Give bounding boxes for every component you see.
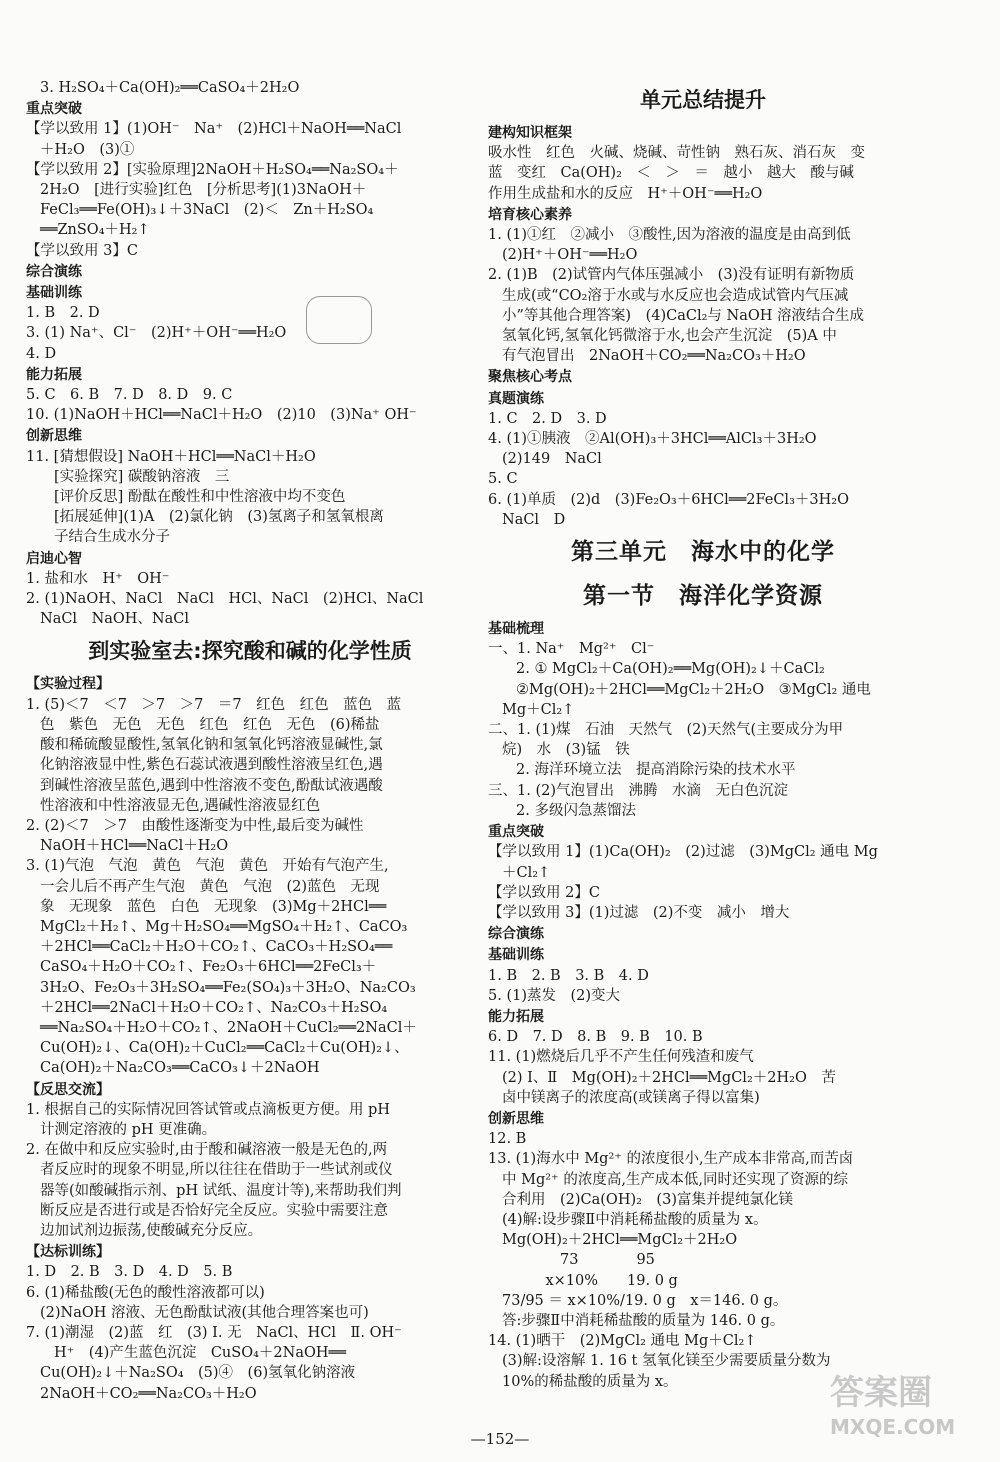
text-line: 有气泡冒出 2NaOH＋CO₂══Na₂CO₃＋H₂O (502, 348, 806, 365)
text-line: ══Na₂SO₄＋H₂O＋CO₂↑、2NaOH＋CuCl₂══2NaCl＋ (40, 1019, 417, 1036)
section-heading: 重点突破 (488, 824, 544, 841)
text-line: 5. (1)蒸发 (2)变大 (488, 987, 621, 1004)
text-line: 作用生成盐和水的反应 H⁺＋OH⁻══H₂O (488, 185, 763, 202)
text-line: 到碱性溶液呈蓝色,遇到中性溶液不变色,酚酞试液遇酸 (40, 777, 383, 794)
text-line: ②Mg(OH)₂＋2HCl══MgCl₂＋2H₂O ③MgCl₂ 通电 (516, 681, 871, 698)
text-line: 1. (5)＜7 ＜7 ＞7 ＞7 ＝7 红色 红色 蓝色 蓝 (26, 696, 402, 713)
text-line: NaCl NaOH、NaCl (40, 611, 189, 628)
section-heading: 基础训练 (488, 947, 544, 964)
text-line: 三、1. (2)气泡冒出 沸腾 水滴 无白色沉淀 (488, 782, 788, 799)
text-line: 2H₂O [进行实验]红色 [分析思考](1)3NaOH＋ (40, 182, 367, 199)
section-title: 第三单元 海水中的化学 (571, 539, 835, 566)
text-line: 卤中镁离子的浓度高(或镁离子得以富集) (502, 1089, 760, 1106)
text-line: 子结合生成水分子 (54, 529, 170, 546)
text-line: 4. D (26, 345, 57, 362)
text-line: 5. C (488, 471, 518, 488)
text-line: 生成(或“CO₂溶于水或与水反应也会造成试管内气压减 (502, 287, 849, 304)
section-heading: 【反思交流】 (26, 1081, 110, 1098)
text-line: 器等(如酸碱指示剂、pH 试纸、温度计等),来帮助我们判 (40, 1182, 402, 1199)
section-title: 第一节 海洋化学资源 (583, 583, 823, 610)
section-heading: 能力拓展 (488, 1008, 544, 1025)
page-number: —152— (470, 1430, 530, 1448)
text-line: 10%的稀盐酸的质量为 x。 (502, 1373, 678, 1390)
section-heading: 培育核心素养 (488, 206, 572, 223)
text-line: ＋Cl₂↑ (502, 864, 551, 881)
section-heading: 综合演练 (26, 263, 82, 280)
section-heading: 建构知识框架 (488, 125, 572, 141)
text-line: 2. (1)B (2)试管内气体压强减小 (3)没有证明有新物质 (488, 267, 855, 284)
text-line: 4. (1)①胰液 ②Al(OH)₃＋3HCl══AlCl₃＋3H₂O (488, 431, 817, 448)
text-line: 化钠溶液显中性,紫色石蕊试液遇到酸性溶液呈红色,遇 (40, 757, 383, 774)
section-heading: 【实验过程】 (26, 676, 110, 693)
text-line: (4)解:设步骤Ⅱ中消耗稀盐酸的质量为 x。 (502, 1211, 768, 1228)
text-line: 氢氧化钙,氢氧化钙微溶于水,也会产生沉淀 (5)A 中 (502, 328, 837, 345)
text-line: 断反应是否进行或是否恰好完全反应。实验中需要注意 (40, 1202, 388, 1219)
text-line: 7. (1)潮湿 (2)蓝 红 (3) Ⅰ. 无 NaCl、HCl Ⅱ. OH⁻ (26, 1324, 402, 1341)
text-line: 2. (1)NaOH、NaCl NaCl HCl、NaCl (2)HCl、NaCl (26, 591, 424, 608)
text-line: 2. 在做中和反应实验时,由于酸和碱溶液一般是无色的,两 (26, 1142, 388, 1159)
text-line: 小”等其他合理答案) (4)CaCl₂与 NaOH 溶液结合生成 (502, 307, 864, 324)
text-line: (2) Ⅰ、Ⅱ Mg(OH)₂＋2HCl══MgCl₂＋2H₂O 苦 (502, 1069, 836, 1086)
text-line: 色 紫色 无色 无色 红色 红色 无色 (6)稀盐 (40, 716, 380, 733)
text-line: 1. D 2. B 3. D 4. D 5. B (26, 1264, 233, 1281)
text-line: 1. (1)①红 ②减小 ③酸性,因为溶液的温度是由高到低 (488, 227, 851, 244)
text-line: 【学以致用 2】C (488, 884, 600, 901)
section-heading: 创新思维 (26, 428, 82, 445)
text-line: [拓展延伸](1)A (2)氯化钠 (3)氢离子和氢氧根离 (54, 509, 384, 526)
stamp-mark (306, 296, 372, 344)
text-line: 蓝 变红 Ca(OH)₂ ＜ ＞ ＝ 越小 越大 酸与碱 (488, 165, 854, 182)
text-line: NaCl D (502, 511, 566, 528)
text-line: (3)解:设溶解 1. 16 t 氢氧化镁至少需要质量分数为 (502, 1353, 831, 1370)
text-line: 13. (1)海水中 Mg²⁺ 的浓度很小,生产成本非常高,而苦卤 (488, 1151, 854, 1168)
text-line: ＋2HCl══2NaCl＋H₂O＋CO₂↑、Na₂CO₃＋H₂SO₄ (40, 999, 388, 1016)
text-line: 3. (1) Na⁺、Cl⁻ (2)H⁺＋OH⁻══H₂O (26, 325, 287, 342)
text-line: 73 95 (502, 1252, 655, 1269)
section-heading: 真题演练 (488, 390, 544, 407)
text-line: Cu(OH)₂↓＋Na₂SO₄ (5)④ (6)氢氧化钠溶液 (40, 1365, 356, 1382)
section-heading: 重点突破 (26, 101, 82, 118)
text-line: 1. C 2. D 3. D (488, 410, 607, 427)
left-column (26, 78, 474, 1404)
text-line: Mg＋Cl₂↑ (502, 701, 575, 718)
text-line: 6. (1)单质 (2)d (3)Fe₂O₃＋6HCl══2FeCl₃＋3H₂O (488, 491, 849, 508)
text-line: Mg(OH)₂＋2HCl══MgCl₂＋2H₂O (502, 1232, 738, 1249)
text-line: 计测定溶液的 pH 更准确。 (40, 1121, 217, 1138)
text-line: H⁺ (4)产生蓝色沉淀 CuSO₄＋2NaOH══ (54, 1345, 346, 1362)
text-line: ＋2HCl══CaCl₂＋H₂O＋CO₂↑、CaCO₃＋H₂SO₄══ (40, 939, 393, 956)
text-line: 1. 根据自己的实际情况回答试管或点滴板更方便。用 pH (26, 1101, 390, 1118)
text-line: 边加试剂边振荡,使酸碱充分反应。 (40, 1222, 263, 1239)
text-line: 【学以致用 2】[实验原理]2NaOH＋H₂SO₄══Na₂SO₄＋ (26, 161, 399, 178)
text-line: Cu(OH)₂↓、Ca(OH)₂＋CuCl₂══CaCl₂＋Cu(OH)₂↓、 (40, 1040, 409, 1057)
text-line: 10. (1)NaOH＋HCl══NaCl＋H₂O (2)10 (3)Na⁺ OH⁻ (26, 407, 417, 424)
text-line: 3. (1)气泡 气泡 黄色 气泡 黄色 开始有气泡产生, (26, 858, 389, 875)
text-line: 5. C 6. B 7. D 8. D 9. C (26, 387, 233, 404)
text-line: 11. [猜想假设] NaOH＋HCl══NaCl＋H₂O (26, 448, 316, 465)
text-line: CaSO₄＋H₂O＋CO₂↑、Fe₂O₃＋6HCl══2FeCl₃＋ (40, 959, 377, 976)
section-title: 到实验室去:探究酸和碱的化学性质 (88, 639, 412, 664)
section-heading: 创新思维 (488, 1110, 544, 1127)
text-line: 12. B (488, 1131, 527, 1148)
text-line: NaOH＋HCl══NaCl＋H₂O (40, 838, 229, 855)
text-line: 性溶液和中性溶液显无色,遇碱性溶液显红色 (40, 797, 321, 814)
text-line: 【学以致用 1】(1)Ca(OH)₂ (2)过滤 (3)MgCl₂ 通电 Mg (488, 844, 878, 861)
right-column (488, 78, 918, 1392)
text-line: (2)NaOH 溶液、无色酚酞试液(其他合理答案也可) (40, 1304, 369, 1321)
text-line: ══ZnSO₄＋H₂↑ (40, 222, 150, 239)
text-line: 者反应时的现象不明显,所以往往在借助于一些试剂或仪 (40, 1162, 393, 1179)
section-title: 单元总结提升 (640, 88, 766, 112)
text-line: 2. (2)＜7 ＞7 由酸性逐渐变为中性,最后变为碱性 (26, 817, 364, 834)
text-line: 【学以致用 3】C (26, 242, 138, 259)
text-line: 烷) 水 (3)锰 铁 (502, 742, 630, 759)
text-line: 6. D 7. D 8. B 9. B 10. B (488, 1029, 703, 1046)
section-heading: 基础梳理 (488, 621, 544, 638)
text-line: x×10% 19. 0 g (502, 1272, 678, 1289)
text-line: 2. ① MgCl₂＋Ca(OH)₂══Mg(OH)₂↓＋CaCl₂ (516, 661, 825, 678)
text-line: 合利用 (2)Ca(OH)₂ (3)富集并提纯氯化镁 (502, 1191, 793, 1208)
text-line: 14. (1)晒干 (2)MgCl₂ 通电 Mg＋Cl₂↑ (488, 1333, 757, 1350)
text-line: (2)H⁺＋OH⁻══H₂O (502, 247, 638, 264)
text-line: 答:步骤Ⅱ中消耗稀盐酸的质量为 146. 0 g。 (502, 1312, 785, 1329)
watermark-bottom: MXQE.COM (830, 1415, 956, 1439)
text-line: 2. 海洋环境立法 提高消除污染的技术水平 (516, 762, 796, 779)
section-heading: 聚焦核心考点 (488, 369, 572, 386)
text-line: 象 无现象 蓝色 白色 无现象 (3)Mg＋2HCl══ (40, 898, 387, 915)
section-heading: 基础训练 (26, 285, 82, 302)
text-line: [评价反思] 酚酞在酸性和中性溶液中均不变色 (54, 489, 346, 506)
section-heading: 能力拓展 (26, 366, 82, 383)
text-line: 1. B 2. D (26, 305, 100, 322)
text-line: 中 Mg²⁺ 的浓度高,生产成本低,同时还实现了资源的综 (502, 1171, 849, 1188)
text-line: 3H₂O、Fe₂O₃＋3H₂SO₄══Fe₂(SO₄)₃＋3H₂O、Na₂CO₃ (40, 979, 416, 996)
text-line: [实验探究] 碳酸钠溶液 三 (54, 468, 230, 485)
text-line: 11. (1)燃烧后几乎不产生任何残渣和废气 (488, 1049, 754, 1066)
text-line: 1. B 2. B 3. B 4. D (488, 967, 649, 984)
text-line: 2. 多级闪急蒸馏法 (516, 802, 636, 819)
section-heading: 综合演练 (488, 926, 544, 943)
text-line: 2NaOH＋CO₂══Na₂CO₃＋H₂O (40, 1385, 257, 1402)
text-line: 酸和稀硫酸显酸性,氢氧化钠和氢氧化钙溶液显碱性,氯 (40, 737, 383, 754)
text-line: 73/95 ＝ x×10%/19. 0 g x＝146. 0 g。 (502, 1292, 788, 1309)
text-line: Ca(OH)₂＋Na₂CO₃══CaCO₃↓＋2NaOH (40, 1060, 320, 1077)
text-line: 二、1. (1)煤 石油 天然气 (2)天然气(主要成分为甲 (488, 722, 844, 739)
text-line: 一会儿后不再产生气泡 黄色 气泡 (2)蓝色 无现 (40, 878, 380, 895)
text-line: 6. (1)稀盐酸(无色的酸性溶液都可以) (26, 1284, 265, 1301)
text-line: 1. 盐和水 H⁺ OH⁻ (26, 570, 170, 587)
text-line: 一、1. Na⁺ Mg²⁺ Cl⁻ (488, 641, 655, 658)
text-line: FeCl₃══Fe(OH)₃↓＋3NaCl (2)＜ Zn＋H₂SO₄ (40, 202, 374, 219)
section-heading: 【达标训练】 (26, 1244, 110, 1261)
section-heading: 启迪心智 (26, 550, 82, 567)
text-line: 3. H₂SO₄＋Ca(OH)₂══CaSO₄＋2H₂O (40, 80, 300, 96)
text-line: 【学以致用 1】(1)OH⁻ Na⁺ (2)HCl＋NaOH══NaCl (26, 121, 402, 138)
text-line: MgCl₂＋H₂↑、Mg＋H₂SO₄══MgSO₄＋H₂↑、CaCO₃ (40, 918, 408, 935)
text-line: 吸水性 红色 火碱、烧碱、苛性钠 熟石灰、消石灰 变 (488, 145, 865, 162)
text-line: ＋H₂O (3)① (40, 141, 135, 158)
watermark-top: 答案圈 (830, 1373, 932, 1413)
text-line: 【学以致用 3】(1)过滤 (2)不变 减小 增大 (488, 904, 790, 921)
text-line: (2)149 NaCl (502, 451, 602, 468)
watermark-logo (830, 1372, 990, 1452)
